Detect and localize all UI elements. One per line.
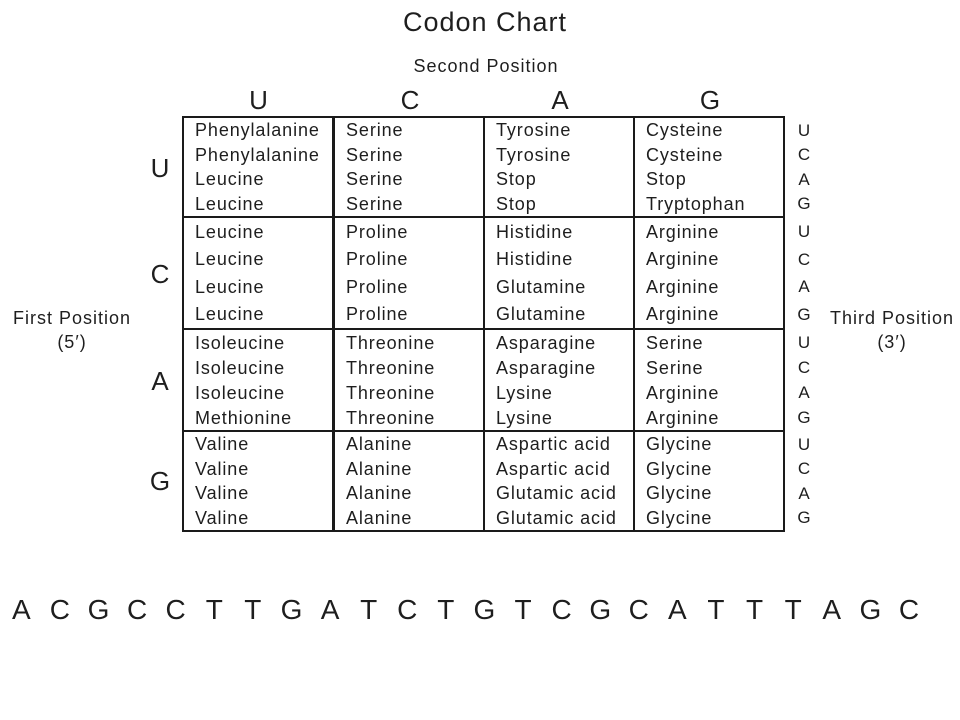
amino-acid: Threonine xyxy=(346,332,436,353)
amino-acid: Proline xyxy=(346,304,409,325)
third-position-base: C xyxy=(797,459,811,479)
amino-acid: Glycine xyxy=(646,434,713,455)
amino-acid: Phenylalanine xyxy=(195,144,320,165)
first-position-axis-label xyxy=(8,306,136,354)
sequence-nucleotide: C xyxy=(126,594,148,625)
amino-acid: Stop xyxy=(496,193,537,214)
amino-acid: Serine xyxy=(346,193,404,214)
third-position-base: A xyxy=(798,169,810,189)
amino-acid: Serine xyxy=(346,120,404,141)
sequence-nucleotide: C xyxy=(898,594,920,625)
sequence-nucleotide: G xyxy=(589,594,612,625)
codon-cell xyxy=(635,118,783,218)
amino-acid: Aspartic acid xyxy=(496,458,611,479)
codon-cell xyxy=(184,218,335,330)
third-position-group xyxy=(792,432,816,530)
sequence-nucleotide: T xyxy=(244,594,262,625)
amino-acid: Lysine xyxy=(496,382,553,403)
amino-acid: Histidine xyxy=(496,249,574,270)
sequence-nucleotide: C xyxy=(551,594,572,625)
sequence-nucleotide: G xyxy=(87,594,110,625)
sequence-nucleotide: T xyxy=(205,594,223,625)
dna-sequence xyxy=(2,592,928,628)
sequence-nucleotide: C xyxy=(397,594,418,625)
chart-title: Codon Chart xyxy=(402,7,568,37)
amino-acid: Glutamic acid xyxy=(496,507,617,528)
amino-acid: Valine xyxy=(195,507,250,528)
codon-cell xyxy=(485,432,635,530)
third-position-axis-label xyxy=(828,306,956,354)
amino-acid: Glutamine xyxy=(496,304,587,325)
sequence-nucleotide: G xyxy=(280,594,303,625)
amino-acid: Isoleucine xyxy=(195,332,286,353)
amino-acid: Valine xyxy=(195,458,250,479)
amino-acid: Arginine xyxy=(646,304,720,325)
amino-acid: Isoleucine xyxy=(195,357,286,378)
amino-acid: Serine xyxy=(346,144,404,165)
first-position-base: U xyxy=(150,152,170,183)
sequence-nucleotide: A xyxy=(668,594,687,625)
amino-acid: Proline xyxy=(346,249,409,270)
amino-acid: Glycine xyxy=(646,507,713,528)
third-position-base: A xyxy=(798,483,810,503)
codon-cell xyxy=(635,432,783,530)
first-position-base: C xyxy=(150,258,170,289)
second-position-base: U xyxy=(249,85,268,115)
sequence-nucleotide: T xyxy=(514,594,532,625)
sequence-nucleotide: T xyxy=(746,594,764,625)
amino-acid: Glutamic acid xyxy=(496,483,617,504)
amino-acid: Tyrosine xyxy=(496,120,572,141)
sequence-nucleotide: T xyxy=(360,594,378,625)
amino-acid: Leucine xyxy=(195,193,265,214)
amino-acid: Arginine xyxy=(646,221,720,242)
codon-cell xyxy=(485,218,635,330)
amino-acid: Stop xyxy=(646,169,687,190)
sequence-nucleotide: T xyxy=(707,594,725,625)
third-position-group xyxy=(792,218,816,330)
first-position-base: A xyxy=(151,365,169,396)
third-position-base: U xyxy=(797,222,811,242)
amino-acid: Aspartic acid xyxy=(496,434,611,455)
amino-acid: Serine xyxy=(346,169,404,190)
amino-acid: Cysteine xyxy=(646,120,724,141)
amino-acid: Phenylalanine xyxy=(195,120,320,141)
second-position-base: G xyxy=(699,85,721,115)
second-position-base: C xyxy=(400,85,420,115)
sequence-nucleotide: T xyxy=(437,594,455,625)
amino-acid: Leucine xyxy=(195,276,265,297)
amino-acid: Alanine xyxy=(346,483,413,504)
sequence-nucleotide: G xyxy=(859,594,882,625)
amino-acid: Leucine xyxy=(195,304,265,325)
amino-acid: Threonine xyxy=(346,357,436,378)
three-prime-label: (3′) xyxy=(877,332,907,352)
third-position-base: G xyxy=(797,304,811,324)
codon-cell xyxy=(335,330,485,432)
amino-acid: Asparagine xyxy=(496,332,597,353)
codon-cell xyxy=(335,118,485,218)
third-position-base: U xyxy=(797,120,811,140)
sequence-nucleotide: C xyxy=(165,594,186,625)
amino-acid: Leucine xyxy=(195,221,265,242)
sequence-nucleotide: A xyxy=(11,594,31,625)
third-position-base: G xyxy=(797,194,811,214)
codon-cell xyxy=(335,432,485,530)
amino-acid: Serine xyxy=(646,332,704,353)
third-position-base: C xyxy=(797,145,811,165)
sequence-nucleotide: A xyxy=(822,594,842,625)
first-position-base: G xyxy=(149,465,171,496)
amino-acid: Alanine xyxy=(346,507,413,528)
codon-cell xyxy=(335,218,485,330)
first-position-headers xyxy=(145,118,175,530)
amino-acid: Alanine xyxy=(346,458,413,479)
codon-cell xyxy=(635,218,783,330)
third-position-base: U xyxy=(797,333,811,352)
amino-acid: Glycine xyxy=(646,483,713,504)
amino-acid: Proline xyxy=(346,276,409,297)
codon-cell xyxy=(635,330,783,432)
third-position-base: A xyxy=(798,277,810,297)
amino-acid: Tryptophan xyxy=(646,193,746,214)
amino-acid: Valine xyxy=(195,483,250,504)
second-position-base: A xyxy=(551,85,569,115)
codon-table xyxy=(182,116,785,532)
amino-acid: Leucine xyxy=(195,249,265,270)
amino-acid: Threonine xyxy=(346,382,436,403)
third-position-group xyxy=(792,118,816,218)
third-position-base: A xyxy=(798,383,810,402)
amino-acid: Arginine xyxy=(646,276,720,297)
amino-acid: Arginine xyxy=(646,382,720,403)
sequence-nucleotide: G xyxy=(473,594,496,625)
first-position-label: First Position xyxy=(12,308,132,328)
amino-acid: Proline xyxy=(346,221,409,242)
amino-acid: Asparagine xyxy=(496,357,597,378)
third-position-base: G xyxy=(797,408,811,427)
five-prime-label: (5′) xyxy=(57,332,87,352)
amino-acid: Glycine xyxy=(646,458,713,479)
codon-cell xyxy=(184,118,335,218)
third-position-base: U xyxy=(797,434,811,454)
amino-acid: Histidine xyxy=(496,221,574,242)
sequence-nucleotide: C xyxy=(49,594,70,625)
amino-acid: Serine xyxy=(646,357,704,378)
second-position-headers xyxy=(182,86,785,114)
amino-acid: Threonine xyxy=(346,407,436,428)
third-position-group xyxy=(792,330,816,432)
sequence-nucleotide: A xyxy=(320,594,340,625)
codon-cell xyxy=(184,432,335,530)
amino-acid: Valine xyxy=(195,434,250,455)
amino-acid: Methionine xyxy=(195,407,293,428)
third-position-base: G xyxy=(797,508,811,528)
amino-acid: Arginine xyxy=(646,407,720,428)
third-position-base: C xyxy=(797,358,811,377)
third-position-base: C xyxy=(797,249,811,269)
amino-acid: Leucine xyxy=(195,169,265,190)
amino-acid: Isoleucine xyxy=(195,382,286,403)
amino-acid: Cysteine xyxy=(646,144,724,165)
third-position-column xyxy=(792,118,816,530)
codon-cell xyxy=(184,330,335,432)
third-position-label: Third Position xyxy=(829,308,955,328)
amino-acid: Arginine xyxy=(646,249,720,270)
amino-acid: Glutamine xyxy=(496,276,587,297)
amino-acid: Stop xyxy=(496,169,537,190)
amino-acid: Lysine xyxy=(496,407,553,428)
second-position-label: Second Position xyxy=(413,56,559,76)
sequence-nucleotide: C xyxy=(628,594,649,625)
amino-acid: Tyrosine xyxy=(496,144,572,165)
codon-cell xyxy=(485,330,635,432)
amino-acid: Alanine xyxy=(346,434,413,455)
codon-cell xyxy=(485,118,635,218)
sequence-nucleotide: T xyxy=(784,594,802,625)
